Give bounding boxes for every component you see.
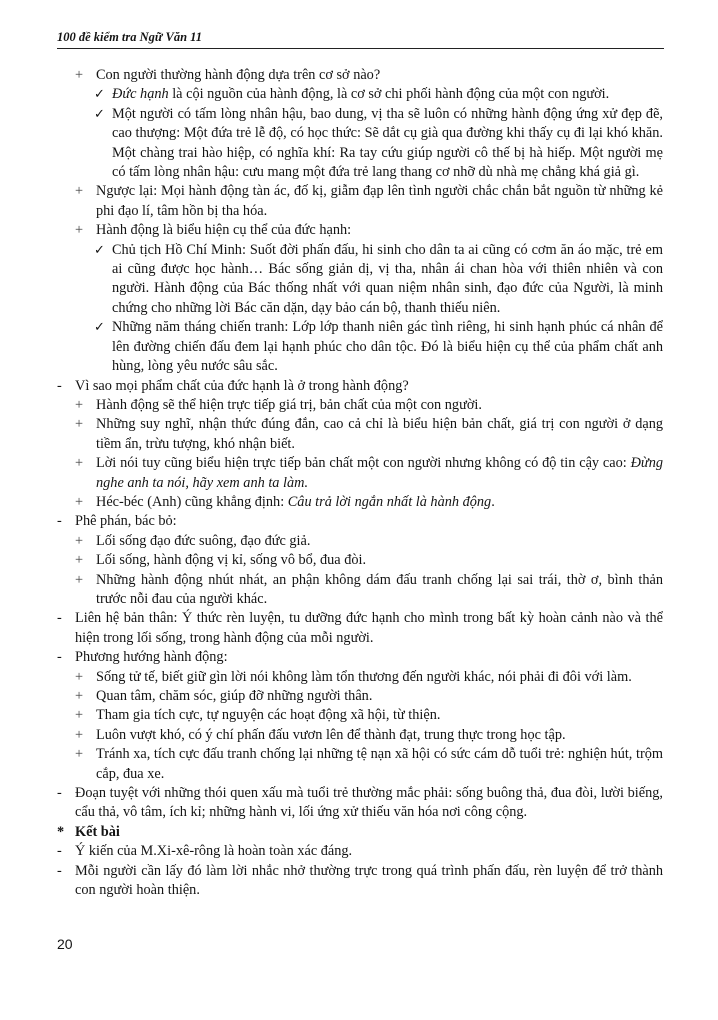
page-number: 20 [57, 936, 73, 952]
text-run: Liên hệ bản thân: Ý thức rèn luyện, tu dưỡng đức hạnh cho mình trong bất kỳ hoàn cảnh nào và thể hiện trong lối sống, trong hành động của mỗi người. [75, 610, 663, 646]
text-run: Đoạn tuyệt với những thói quen xấu mà tuổi trẻ thường mắc phải: sống buông thả, đua đòi, lười biếng, cẩu thả, vô tâm, ích kỉ; những hành vi, lối ứng xử thiếu văn hóa nơi công cộng. [75, 785, 663, 821]
text-run: là cội nguồn của hành động, là cơ sở chi phối hành động của một con người. [168, 86, 610, 103]
text-run: Tham gia tích cực, tự nguyện các hoạt động xã hội, từ thiện. [96, 707, 441, 724]
list-marker: + [75, 532, 84, 549]
list-marker: + [75, 396, 84, 413]
outline-item [55, 668, 663, 687]
outline-item [55, 706, 663, 725]
text-run: Những năm tháng chiến tranh: Lớp lớp thanh niên gác tình riêng, hi sinh hạnh phúc cá nhân để lên đường chiến đấu đem lại hạnh phúc cho dân tộc. Đó là biểu hiện cụ thể của phẩm chất anh hùng, lòng yêu nước sâu sắc. [112, 319, 663, 375]
outline-item [55, 842, 663, 861]
text-run: Ý kiến của M.Xi-xê-rông là hoàn toàn xác đáng. [75, 843, 353, 860]
list-marker: + [75, 571, 84, 588]
text-run: Vì sao mọi phẩm chất của đức hạnh là ở trong hành động? [75, 377, 409, 394]
outline-item [55, 396, 663, 415]
list-marker: - [57, 843, 62, 860]
text-run: Một người có tấm lòng nhân hậu, bao dung, vị tha sẽ luôn có những hành động ứng xử đẹp đẽ, cao thượng: Một đứa trẻ lễ độ, có học thức: Sẽ dắt cụ già qua đường khi thấy cụ đi lại khó khăn. Một chàng trai hào hiệp, có nghĩa khí: Ra tay cứu giúp người cô thế bị hà hiếp. Một người mẹ có tấm lòng nhân hậu: cưu mang một đứa trẻ lang thang cơ nhỡ dù nhà mẹ chẳng khá giả gì. [112, 105, 663, 181]
list-marker: - [57, 377, 62, 394]
text-run: Mỗi người cần lấy đó làm lời nhắc nhở thường trực trong quá trình phấn đấu, rèn luyện để trở thành con người hoàn thiện. [75, 862, 663, 899]
book-title: 100 đề kiểm tra Ngữ Văn 11 [57, 30, 202, 44]
text-run: Phê phán, bác bỏ: [75, 513, 177, 530]
text-run: Lối sống đạo đức suông, đạo đức giả. [96, 532, 311, 549]
outline-item [55, 105, 663, 183]
list-marker: + [75, 493, 84, 510]
outline-item [55, 377, 663, 396]
text-run: Sống tử tế, biết giữ gìn lời nói không làm tổn thương đến người khác, nói phải đi đôi với làm. [96, 668, 632, 685]
outline-item [55, 85, 663, 104]
outline-item [55, 532, 663, 551]
outline-item [55, 609, 663, 648]
text-run: Câu trả lời ngắn nhất là hành động [287, 493, 492, 510]
list-marker: - [57, 862, 62, 879]
checkmark-icon: ✓ [94, 106, 105, 122]
outline-item [55, 745, 663, 784]
list-marker: + [75, 668, 84, 685]
section-heading: Kết bài [75, 823, 120, 840]
list-marker: + [75, 552, 84, 569]
list-marker: - [57, 785, 62, 802]
text-run: Những suy nghĩ, nhận thức đúng đắn, cao cả chỉ là biểu hiện bản chất, giá trị con người ở dạng tiềm ẩn, trừu tượng, khó nhận biết. [96, 416, 663, 452]
text-run: Con người thường hành động dựa trên cơ sở nào? [96, 67, 381, 83]
outline-item [55, 687, 663, 706]
outline-item [55, 862, 663, 901]
text-run: Phương hướng hành động: [75, 649, 228, 666]
list-marker: + [75, 726, 84, 743]
outline-item [55, 182, 663, 221]
page-header [57, 30, 664, 49]
text-run: Ngược lại: Mọi hành động tàn ác, đố kị, giẫm đạp lên tình người chắc chắn bắt nguồn từ những kẻ phi đạo lí, tâm hồn bị tha hóa. [96, 183, 663, 219]
outline-item [55, 415, 663, 454]
checkmark-icon: ✓ [94, 242, 105, 258]
outline-item [55, 784, 663, 823]
list-marker: - [57, 610, 62, 627]
outline-item [55, 571, 663, 610]
text-run: . [491, 493, 495, 510]
text-run: Những hành động nhút nhát, an phận không dám đấu tranh chống lại sai trái, thờ ơ, bình thản trước nỗi đau của người khác. [96, 571, 663, 607]
list-marker: + [75, 67, 84, 83]
list-marker: - [57, 513, 62, 530]
text-run: Chủ tịch Hồ Chí Minh: Suốt đời phấn đấu, hi sinh cho dân ta ai cũng có cơm ăn áo mặc, trẻ em ai cũng được học hành… Bác sống giản dị, vị tha, nhân ái chan hòa với thiên nhiên và con người. Hành động của Bác thống nhất với quan niệm nhân sinh, đạo đức của Người, là minh chứng cho những lời Bác căn dặn, dạy bảo cán bộ, thanh thiếu niên. [112, 241, 663, 316]
list-marker: + [75, 746, 84, 763]
text-run: Hành động sẽ thể hiện trực tiếp giá trị, bản chất của một con người. [96, 396, 482, 413]
outline-item [55, 454, 663, 493]
list-marker: - [57, 649, 62, 666]
list-marker: + [75, 688, 84, 704]
list-marker: * [57, 823, 65, 840]
text-run: Lời nói tuy cũng biểu hiện trực tiếp bản chất một con người nhưng không có độ tin cậy cao: [96, 455, 631, 472]
checkmark-icon: ✓ [94, 320, 105, 336]
outline-item [55, 512, 663, 531]
outline-item [55, 726, 663, 745]
text-run: Héc-béc (Anh) cũng khẳng định: [96, 493, 288, 510]
list-marker: + [75, 455, 84, 472]
text-run: Hành động là biểu hiện cụ thể của đức hạnh: [96, 222, 352, 239]
outline-item [55, 648, 663, 667]
text-run: Lối sống, hành động vị kỉ, sống vô bổ, đua đòi. [96, 552, 367, 569]
outline-item [55, 551, 663, 570]
text-run: Đức hạnh [112, 86, 169, 103]
document-body [55, 66, 663, 900]
checkmark-icon: ✓ [94, 87, 105, 103]
text-run: Tránh xa, tích cực đấu tranh chống lại những tệ nạn xã hội có sức cám dỗ tuổi trẻ: nghiện hút, trộm cắp, đua xe. [96, 746, 663, 782]
outline-item [55, 241, 663, 319]
list-marker: + [75, 222, 84, 239]
text-run: Đừng nghe anh ta nói, hãy xem anh ta làm. [96, 455, 663, 491]
outline-item [55, 221, 663, 240]
list-marker: + [75, 707, 84, 724]
outline-item [55, 823, 663, 842]
list-marker: + [75, 183, 84, 200]
outline-item [55, 66, 663, 85]
text-run: Quan tâm, chăm sóc, giúp đỡ những người thân. [96, 688, 373, 704]
text-run: Luôn vượt khó, có ý chí phấn đấu vươn lên để thành đạt, trung thực trong học tập. [96, 726, 566, 743]
outline-item [55, 318, 663, 376]
outline-item [55, 493, 663, 512]
list-marker: + [75, 416, 84, 433]
